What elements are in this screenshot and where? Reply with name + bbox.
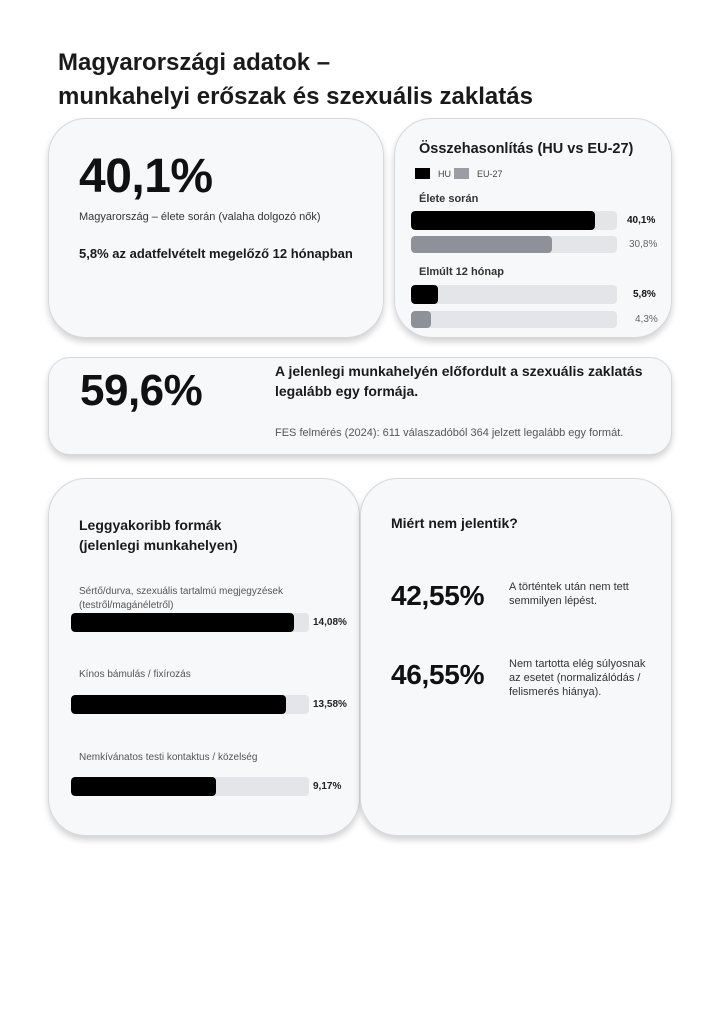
reason-2-percent: 46,55% <box>391 659 485 690</box>
hungary-lifetime-value: 40,1% <box>79 150 213 203</box>
form-value-contact: 9,17% <box>313 781 342 792</box>
form-bar-track-contact <box>71 777 309 796</box>
hungary-lifetime-caption: Magyarország – élete során (valaha dolgozó nők) <box>79 211 321 223</box>
hungary-12-month-caption: 5,8% az adatfelvételt megelőző 12 hónapban <box>79 246 353 261</box>
comparison-title: Összehasonlítás (HU vs EU-27) <box>419 141 634 157</box>
form-bar-remarks <box>71 613 294 632</box>
group-label-lifetime: Élete során <box>419 193 479 205</box>
bar-track-lifetime-eu <box>411 236 617 253</box>
form-bar-contact <box>71 777 216 796</box>
value-12-months-eu: 4,3% <box>635 314 658 325</box>
bar-track-lifetime-hu <box>411 211 617 230</box>
frequent-forms-title-line-1: Leggyakoribb formák <box>79 517 222 533</box>
form-label-staring: Kínos bámulás / fixírozás <box>79 669 191 680</box>
value-12-months-hu: 5,8% <box>633 289 656 300</box>
form-bar-track-remarks <box>71 613 309 632</box>
current-workplace-card <box>48 357 672 455</box>
group-label-12-months: Elmúlt 12 hónap <box>419 266 504 278</box>
frequent-forms-card <box>48 478 360 836</box>
bar-track-12-months-hu <box>411 285 617 304</box>
bar-lifetime-eu <box>411 236 552 253</box>
reason-1-text: A történtek után nem tett semmilyen lépést. <box>509 581 629 607</box>
form-label-contact: Nemkívánatos testi kontaktus / közelség <box>79 752 258 763</box>
legend-hu-label: HU <box>438 168 451 179</box>
reasons-card <box>360 478 672 836</box>
legend-hu-swatch <box>415 168 430 179</box>
form-value-remarks: 14,08% <box>313 617 347 628</box>
form-label-remarks: Sértő/durva, szexuális tartalmú megjegyzések (testről/magánéletről) <box>79 586 283 611</box>
current-workplace-source-note: FES felmérés (2024): 611 válaszadóból 364 jelzett legalább egy formát. <box>275 427 624 439</box>
current-workplace-headline: A jelenlegi munkahelyén előfordult a szexuális zaklatás legalább egy formája. <box>275 363 643 399</box>
bar-12-months-eu <box>411 311 431 328</box>
value-lifetime-hu: 40,1% <box>627 215 656 226</box>
reason-2-text: Nem tartotta elég súlyosnak az esetet (normalizálódás / felismerés hiánya). <box>509 658 646 698</box>
page-title <box>58 46 533 114</box>
legend-eu-label: EU-27 <box>477 168 503 179</box>
comparison-card <box>394 118 672 338</box>
current-workplace-value: 59,6% <box>80 366 203 415</box>
bar-12-months-hu <box>411 285 438 304</box>
bar-track-12-months-eu <box>411 311 617 328</box>
hungary-stat-card <box>48 118 384 338</box>
frequent-forms-title <box>79 515 238 555</box>
page-title-line-2: munkahelyi erőszak és szexuális zaklatás <box>58 83 533 110</box>
value-lifetime-eu: 30,8% <box>629 239 658 250</box>
bar-lifetime-hu <box>411 211 595 230</box>
page-title-line-1: Magyarországi adatok – <box>58 49 331 76</box>
form-bar-track-staring <box>71 695 309 714</box>
reason-1-percent: 42,55% <box>391 580 485 611</box>
comparison-legend <box>415 168 503 179</box>
frequent-forms-title-line-2: (jelenlegi munkahelyen) <box>79 537 238 553</box>
legend-eu-swatch <box>454 168 469 179</box>
form-bar-staring <box>71 695 286 714</box>
form-value-staring: 13,58% <box>313 699 347 710</box>
reasons-title: Miért nem jelentik? <box>391 515 518 531</box>
